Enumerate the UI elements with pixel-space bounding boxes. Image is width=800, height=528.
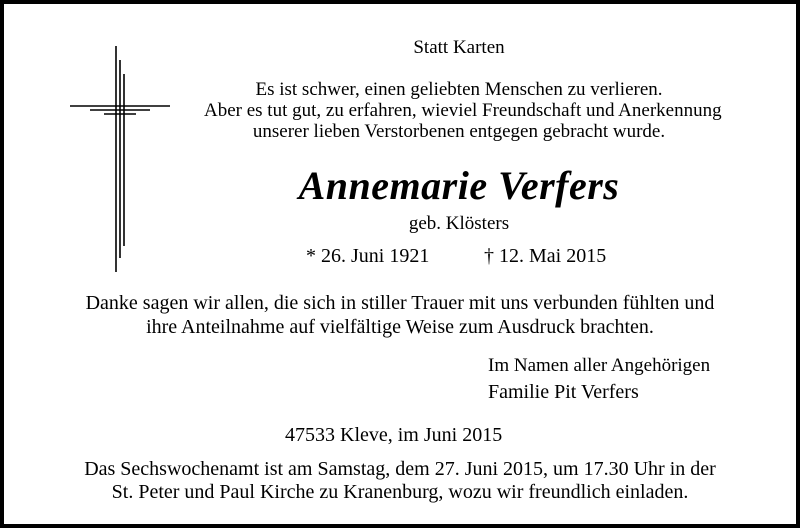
intro-line-2: Aber es tut gut, zu erfahren, wieviel Freundschaft und Anerkennung — [204, 100, 722, 121]
deceased-name: Annemarie Verfers — [298, 163, 620, 208]
header-statt-karten: Statt Karten — [413, 37, 505, 58]
cross-icon — [70, 46, 170, 272]
intro-line-3: unserer lieben Verstorbenen entgegen gebracht wurde. — [252, 121, 666, 142]
birth-date: * 26. Juni 1921 — [306, 245, 430, 267]
signature-line-1: Im Namen aller Angehörigen — [488, 355, 711, 376]
service-line-2: St. Peter und Paul Kirche zu Kranenburg, wozu wir freundlich einladen. — [111, 481, 689, 503]
intro-line-1: Es ist schwer, einen geliebten Menschen zu verlieren. — [255, 79, 663, 100]
place-date: 47533 Kleve, im Juni 2015 — [285, 424, 503, 446]
thanks-line-2: ihre Anteilnahme auf vielfältige Weise zum Ausdruck brachten. — [146, 316, 654, 338]
service-line-1: Das Sechswochenamt ist am Samstag, dem 27. Juni 2015, um 17.30 Uhr in der — [84, 458, 716, 480]
birth-name: geb. Klösters — [408, 213, 510, 234]
signature-line-2: Familie Pit Verfers — [488, 381, 639, 403]
thanks-line-1: Danke sagen wir allen, die sich in stiller Trauer mit uns verbunden fühlten und — [85, 292, 715, 314]
death-date: † 12. Mai 2015 — [484, 245, 607, 267]
